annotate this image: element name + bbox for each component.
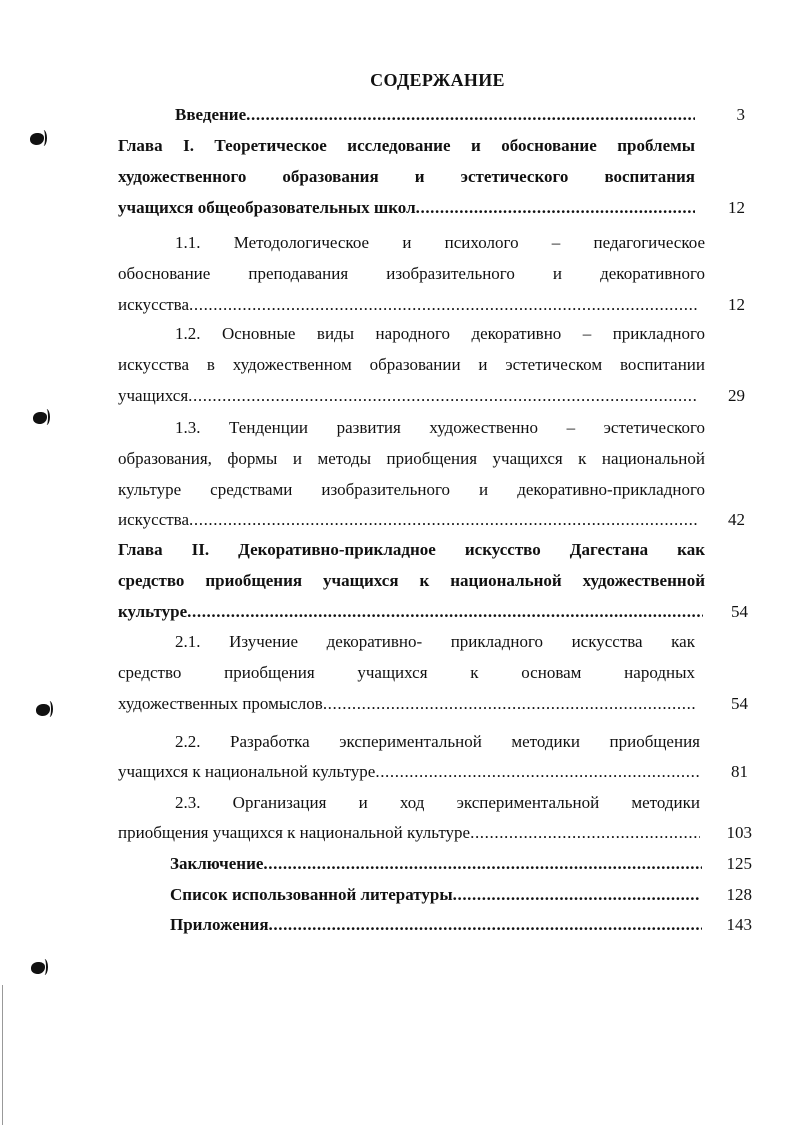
leader-dots: [375, 760, 700, 784]
leader-dots: [189, 508, 698, 532]
leader-dots: [246, 103, 695, 127]
toc-chapter-2-line-2: средство приобщения учащихся к национальной художественной: [118, 571, 705, 590]
toc-page-number: 12: [728, 295, 745, 314]
toc-chapter-2-line-3: [118, 600, 703, 624]
toc-chapter-1-line-2: художественного образования и эстетического воспитания: [118, 167, 695, 186]
toc-page-number: 128: [726, 885, 752, 904]
page-title: СОДЕРЖАНИЕ: [370, 70, 505, 90]
toc-chapter-1-line-1: Глава I. Теоретическое исследование и обоснование проблемы: [118, 136, 695, 155]
toc-section-2-1-line-3: [118, 692, 695, 716]
leader-dots: [470, 821, 700, 845]
toc-section-1-1-line-1: 1.1. Методологическое и психолого – педагогическое: [175, 233, 705, 252]
binding-hole-mark: [31, 962, 45, 974]
toc-section-1-3-line-4: [118, 508, 698, 532]
toc-page-number: 54: [731, 694, 748, 713]
toc-page-number: 29: [728, 386, 745, 405]
toc-label: Заключение: [170, 854, 264, 873]
toc-page-number: 143: [726, 915, 752, 934]
toc-page-number: 3: [736, 105, 745, 124]
toc-section-2-2-line-1: 2.2. Разработка экспериментальной методики приобщения: [175, 732, 700, 751]
toc-page-number: 103: [726, 823, 752, 842]
toc-section-1-3-line-3: культуре средствами изобразительного и декоративно-прикладного: [118, 480, 705, 499]
toc-entry-references: [170, 883, 700, 907]
toc-section-2-1-line-2: средство приобщения учащихся к основам народных: [118, 663, 695, 682]
leader-dots: [263, 852, 702, 876]
binding-hole-mark: [33, 412, 47, 424]
binding-hole-mark: [36, 704, 50, 716]
leader-dots: [187, 600, 703, 624]
toc-label: приобщения учащихся к национальной культуре: [118, 823, 471, 842]
toc-section-1-1-line-2: обоснование преподавания изобразительного и декоративного: [118, 264, 705, 283]
toc-page-number: 42: [728, 510, 745, 529]
toc-chapter-1-line-3: [118, 196, 695, 220]
toc-label: учащихся к национальной культуре: [118, 762, 376, 781]
leader-dots: [416, 196, 695, 220]
toc-label: Приложения: [170, 915, 269, 934]
leader-dots: [188, 384, 698, 408]
toc-label: искусства: [118, 295, 190, 314]
leader-dots: [269, 913, 702, 937]
toc-label: Введение: [175, 105, 247, 124]
toc-page-number: 12: [728, 198, 745, 217]
toc-section-2-2-line-2: [118, 760, 700, 784]
toc-section-2-1-line-1: 2.1. Изучение декоративно- прикладного искусства как: [175, 632, 695, 651]
toc-label: учащихся: [118, 386, 189, 405]
toc-entry-appendices: [170, 913, 702, 937]
toc-section-1-3-line-1: 1.3. Тенденции развития художественно – эстетического: [175, 418, 705, 437]
toc-section-1-2-line-2: искусства в художественном образовании и эстетическом воспитании: [118, 355, 705, 374]
toc-entry-conclusion: [170, 852, 702, 876]
leader-dots: [189, 293, 698, 317]
leader-dots: [323, 692, 695, 716]
toc-section-1-1-line-3: [118, 293, 698, 317]
leader-dots: [453, 883, 700, 907]
toc-section-1-3-line-2: образования, формы и методы приобщения учащихся к национальной: [118, 449, 705, 468]
toc-label: учащихся общеобразовательных школ: [118, 198, 416, 217]
toc-section-1-2-line-3: [118, 384, 698, 408]
toc-chapter-2-line-1: Глава II. Декоративно-прикладное искусство Дагестана как: [118, 540, 705, 559]
toc-section-1-2-line-1: 1.2. Основные виды народного декоративно – прикладного: [175, 324, 705, 343]
toc-label: художественных промыслов: [118, 694, 323, 713]
toc-label: Список использованной литературы: [170, 885, 453, 904]
toc-entry-intro: [175, 103, 695, 127]
toc-label: искусства: [118, 510, 190, 529]
toc-section-2-3-line-1: 2.3. Организация и ход экспериментальной методики: [175, 793, 700, 812]
toc-label: культуре: [118, 602, 188, 621]
toc-page-number: 125: [726, 854, 752, 873]
scan-edge-line: [2, 985, 3, 1125]
toc-section-2-3-line-2: [118, 821, 700, 845]
toc-page-number: 81: [731, 762, 748, 781]
toc-page-number: 54: [731, 602, 748, 621]
binding-hole-mark: [30, 133, 44, 145]
